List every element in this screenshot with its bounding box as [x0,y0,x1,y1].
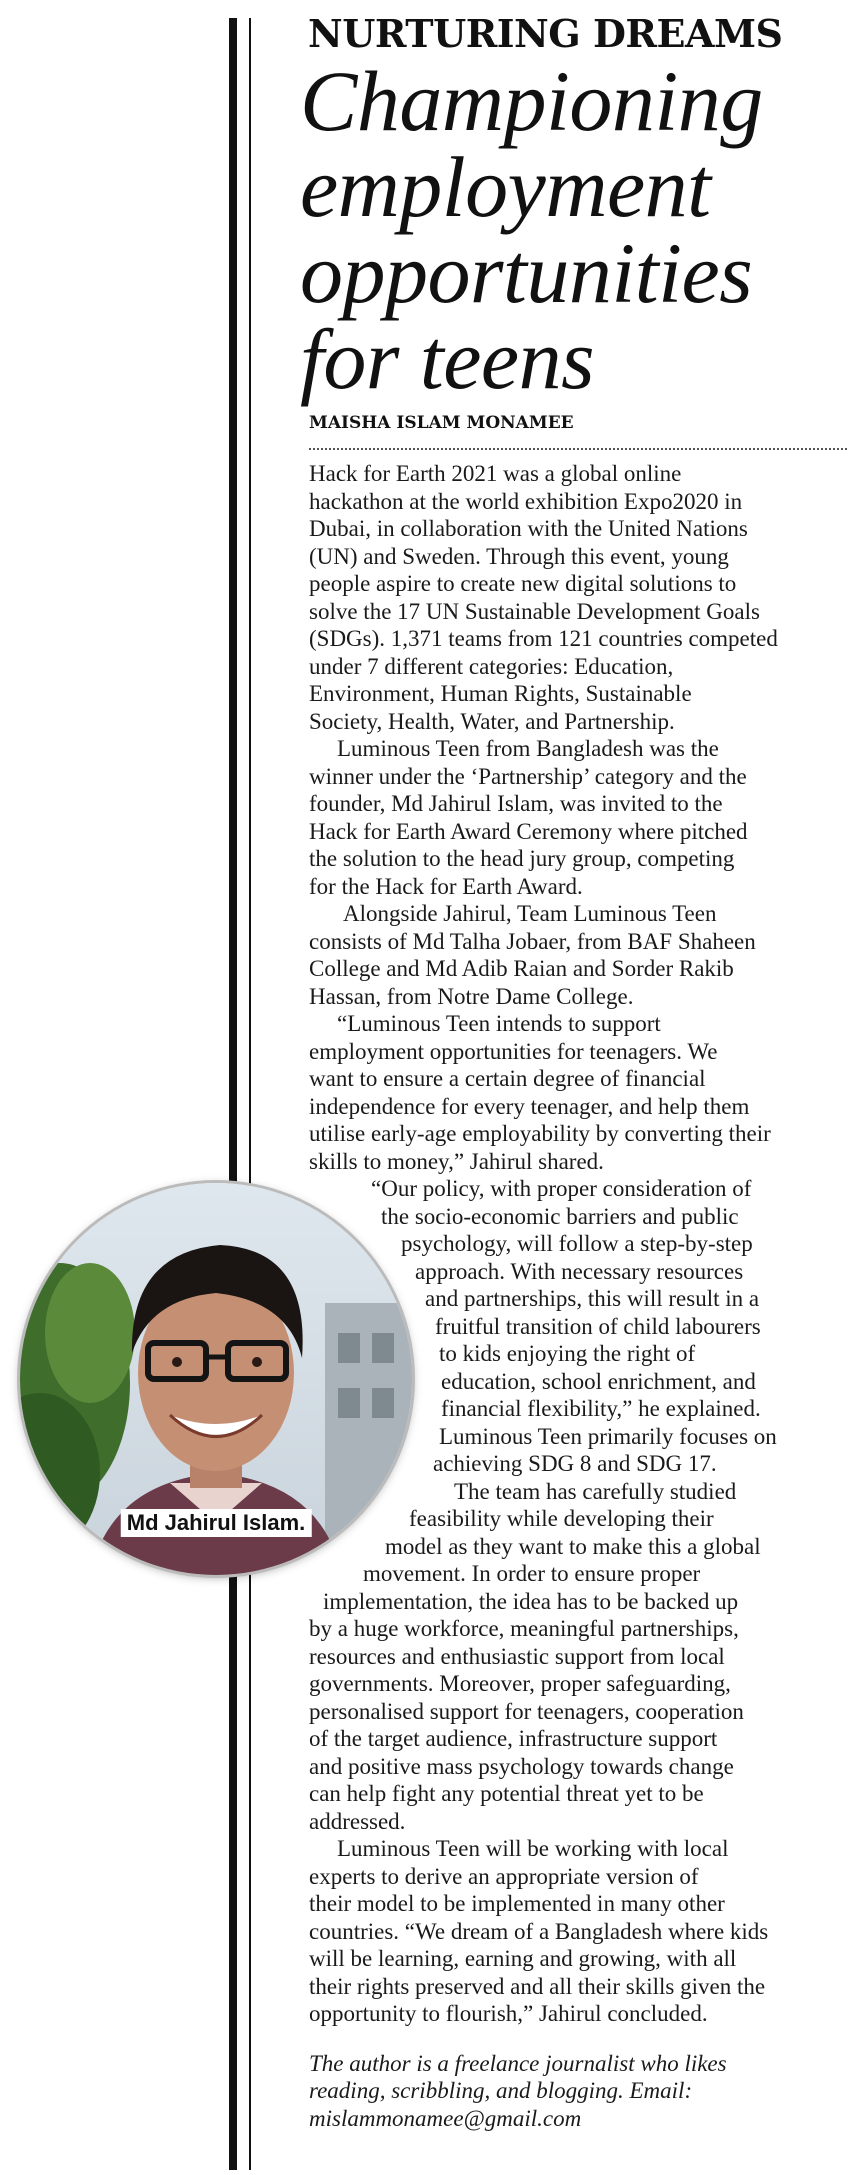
body-line: opportunity to flourish,” Jahirul concluded. [309,2001,708,2026]
body-line: for the Hack for Earth Award. [309,873,583,899]
body-line: skills to money,” Jahirul shared. [309,1148,604,1174]
body-line: utilise early-age employability by converting their [309,1121,771,1146]
body-line: financial flexibility,” he explained. [441,1396,761,1421]
column-rule-thick [229,18,237,2170]
body-line: under 7 different categories: Education, [309,653,674,679]
body-line: to kids enjoying the right of [439,1341,696,1366]
body-line: The team has carefully studied [454,1478,737,1504]
body-line: Alongside Jahirul, Team Luminous Teen [343,901,717,926]
body-line: education, school enrichment, and [441,1368,756,1394]
body-line: feasibility while developing their [409,1506,714,1531]
author-byline: MAISHA ISLAM MONAMEE [309,413,574,433]
body-line: movement. In order to ensure proper [363,1561,701,1586]
dotted-divider [309,448,847,450]
body-line: College and Md Adib Raian and Sorder Rakib [309,956,734,981]
body-line: founder, Md Jahirul Islam, was invited to the [309,791,723,816]
headline [300,53,820,407]
body-line: addressed. [309,1808,406,1834]
body-line: (UN) and Sweden. Through this event, young [309,543,729,569]
author-note-line: reading, scribbling, and blogging. Email: [309,2078,693,2103]
column-rule-thin [249,18,251,2170]
body-line: “Luminous Teen intends to support [337,1011,661,1036]
body-line: employment opportunities for teenagers. We [309,1038,718,1064]
headline-line: opportunities [300,225,753,321]
body-line: Hack for Earth 2021 was a global online [309,461,682,486]
body-line: Hassan, from Notre Dame College. [309,983,634,1009]
body-line: fruitful transition of child labourers [435,1313,761,1339]
body-line: experts to derive an appropriate version of [309,1863,699,1889]
paragraph-gap [309,2028,849,2050]
body-line: achieving SDG 8 and SDG 17. [433,1451,717,1476]
body-line: of the target audience, infrastructure support [309,1726,718,1751]
photo-caption: Md Jahirul Islam. [121,1509,312,1537]
body-line: Society, Health, Water, and Partnership. [309,708,675,734]
body-line: by a huge workforce, meaningful partnerships, [309,1616,739,1641]
body-line: model as they want to make this a global [385,1533,761,1559]
author-photo [20,1183,412,1575]
body-line: “Our policy, with proper consideration of [371,1176,752,1201]
body-line: Luminous Teen from Bangladesh was the [337,736,719,761]
body-line: the socio-economic barriers and public [381,1203,739,1229]
author-note-line: The author is a freelance journalist who likes [309,2050,727,2076]
body-line: winner under the ‘Partnership’ category and the [309,763,747,789]
headline-line: for teens [300,311,595,407]
body-line: their rights preserved and all their skills given the [309,1973,766,1999]
body-line: will be learning, earning and growing, with all [309,1946,737,1971]
body-line: people aspire to create new digital solutions to [309,571,737,596]
body-line: consists of Md Talha Jobaer, from BAF Shaheen [309,928,756,954]
body-line: and partnerships, this will result in a [425,1286,760,1311]
body-line: Luminous Teen primarily focuses on [439,1423,777,1449]
body-line: governments. Moreover, proper safeguarding, [309,1671,731,1696]
body-line: Luminous Teen will be working with local [337,1836,729,1861]
author-note-line: mislammonamee@gmail.com [309,2105,582,2131]
body-line: approach. With necessary resources [415,1258,744,1284]
body-line: Hack for Earth Award Ceremony where pitched [309,818,748,844]
headline-line: employment [300,139,711,235]
body-line: implementation, the idea has to be backed up [323,1588,739,1614]
body-line: hackathon at the world exhibition Expo2020 in [309,488,743,514]
body-line: Environment, Human Rights, Sustainable [309,681,692,706]
body-line: (SDGs). 1,371 teams from 121 countries competed [309,626,778,651]
body-line: independence for every teenager, and help them [309,1093,750,1119]
body-line: the solution to the head jury group, competing [309,846,735,871]
body-line: their model to be implemented in many other [309,1891,725,1916]
body-line: countries. “We dream of a Bangladesh where kids [309,1918,769,1944]
headline-line: Championing [300,53,763,149]
body-line: solve the 17 UN Sustainable Development Goals [309,598,760,624]
body-line: Dubai, in collaboration with the United Nations [309,516,748,541]
body-line: resources and enthusiastic support from local [309,1643,725,1669]
body-line: personalised support for teenagers, cooperation [309,1698,744,1724]
body-line: and positive mass psychology towards change [309,1753,734,1779]
body-line: can help fight any potential threat yet to be [309,1781,704,1806]
section-kicker: NURTURING DREAMS [308,11,783,56]
body-line: want to ensure a certain degree of financial [309,1066,706,1091]
body-line: psychology, will follow a step-by-step [401,1231,753,1256]
